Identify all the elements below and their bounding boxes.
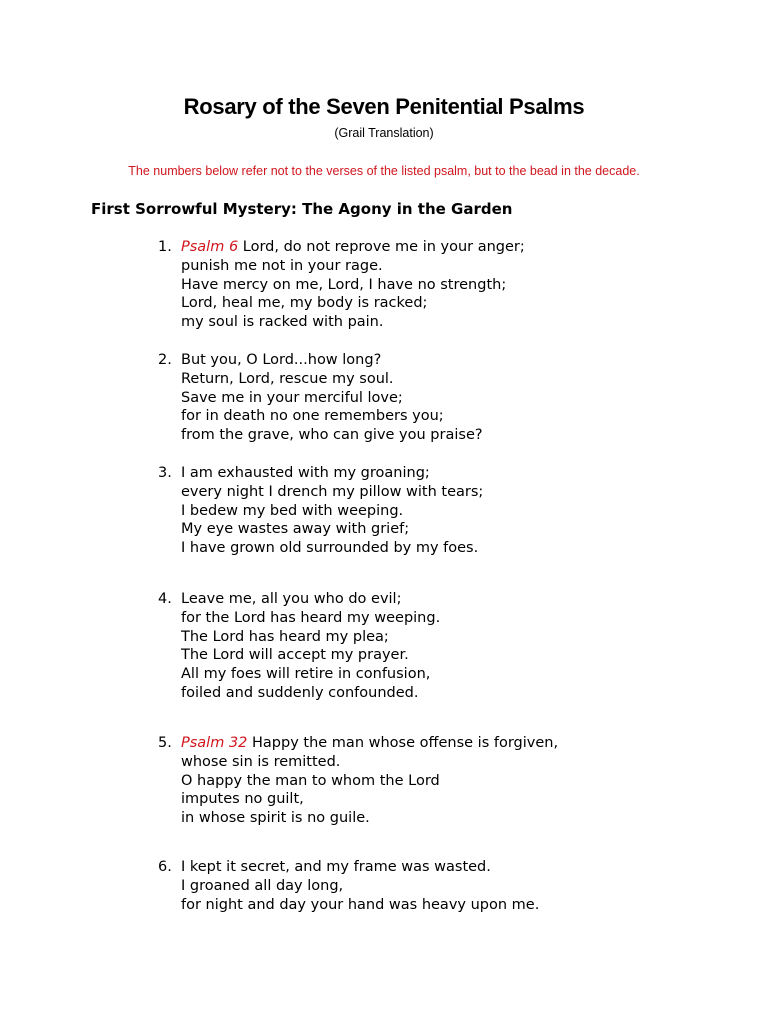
verse-line: All my foes will retire in confusion,	[181, 666, 431, 683]
bead-text	[181, 351, 483, 445]
verse-line	[181, 734, 558, 753]
verse-line: O happy the man to whom the Lord	[181, 772, 440, 789]
bead-number: 3.	[158, 465, 172, 481]
bead-number: 1.	[158, 239, 172, 255]
page-title: Rosary of the Seven Penitential Psalms	[183, 94, 585, 119]
verse-line: every night I drench my pillow with tears;	[181, 483, 484, 500]
bead-text	[181, 858, 539, 914]
verse-line: whose sin is remitted.	[181, 753, 341, 770]
instruction-note: The numbers below refer not to the verses of the listed psalm, but to the bead in the decade.	[128, 164, 640, 178]
verse-line: The Lord will accept my prayer.	[181, 647, 409, 664]
verse-line: Return, Lord, rescue my soul.	[181, 370, 394, 387]
verse-line: for in death no one remembers you;	[181, 408, 444, 425]
mystery-heading: First Sorrowful Mystery: The Agony in the Garden	[91, 200, 513, 218]
bead-number: 5.	[158, 735, 172, 751]
verse-text: Lord, do not reprove me in your anger;	[242, 239, 525, 255]
verse-line: for the Lord has heard my weeping.	[181, 609, 441, 626]
psalm-reference: Psalm 32	[181, 735, 248, 751]
verse-line: foiled and suddenly confounded.	[181, 684, 419, 701]
translation-subtitle: (Grail Translation)	[334, 126, 434, 140]
psalm-reference: Psalm 6	[181, 239, 239, 255]
verse-line: Lord, heal me, my body is racked;	[181, 295, 428, 312]
verse-text: Happy the man whose offense is forgiven,	[252, 735, 559, 751]
bead-number: 2.	[158, 352, 172, 368]
verse-line: Save me in your merciful love;	[181, 389, 403, 406]
bead-number: 6.	[158, 859, 172, 875]
verse-line: I have grown old surrounded by my foes.	[181, 540, 479, 557]
bead-text	[181, 238, 525, 332]
bead-text	[181, 464, 483, 558]
verse-line: for night and day your hand was heavy upon me.	[181, 896, 540, 913]
bead-number: 4.	[158, 591, 172, 607]
verse-line: punish me not in your rage.	[181, 257, 383, 274]
verse-line: from the grave, who can give you praise?	[181, 427, 483, 444]
bead-text	[181, 734, 558, 828]
verse-line: The Lord has heard my plea;	[181, 628, 389, 645]
verse-line: my soul is racked with pain.	[181, 314, 384, 331]
bead-text	[181, 590, 440, 703]
verse-line: But you, O Lord...how long?	[181, 352, 382, 368]
verse-line: imputes no guilt,	[181, 791, 304, 808]
verse-line: Leave me, all you who do evil;	[181, 591, 402, 607]
verse-line: in whose spirit is no guile.	[181, 810, 370, 827]
verse-line: I am exhausted with my groaning;	[181, 465, 430, 481]
verse-line: I groaned all day long,	[181, 877, 344, 894]
verse-line: My eye wastes away with grief;	[181, 521, 410, 538]
verse-line: Have mercy on me, Lord, I have no strength;	[181, 276, 507, 293]
verse-line: I bedew my bed with weeping.	[181, 502, 404, 519]
verse-line: I kept it secret, and my frame was wasted.	[181, 859, 491, 875]
verse-line	[181, 238, 525, 257]
